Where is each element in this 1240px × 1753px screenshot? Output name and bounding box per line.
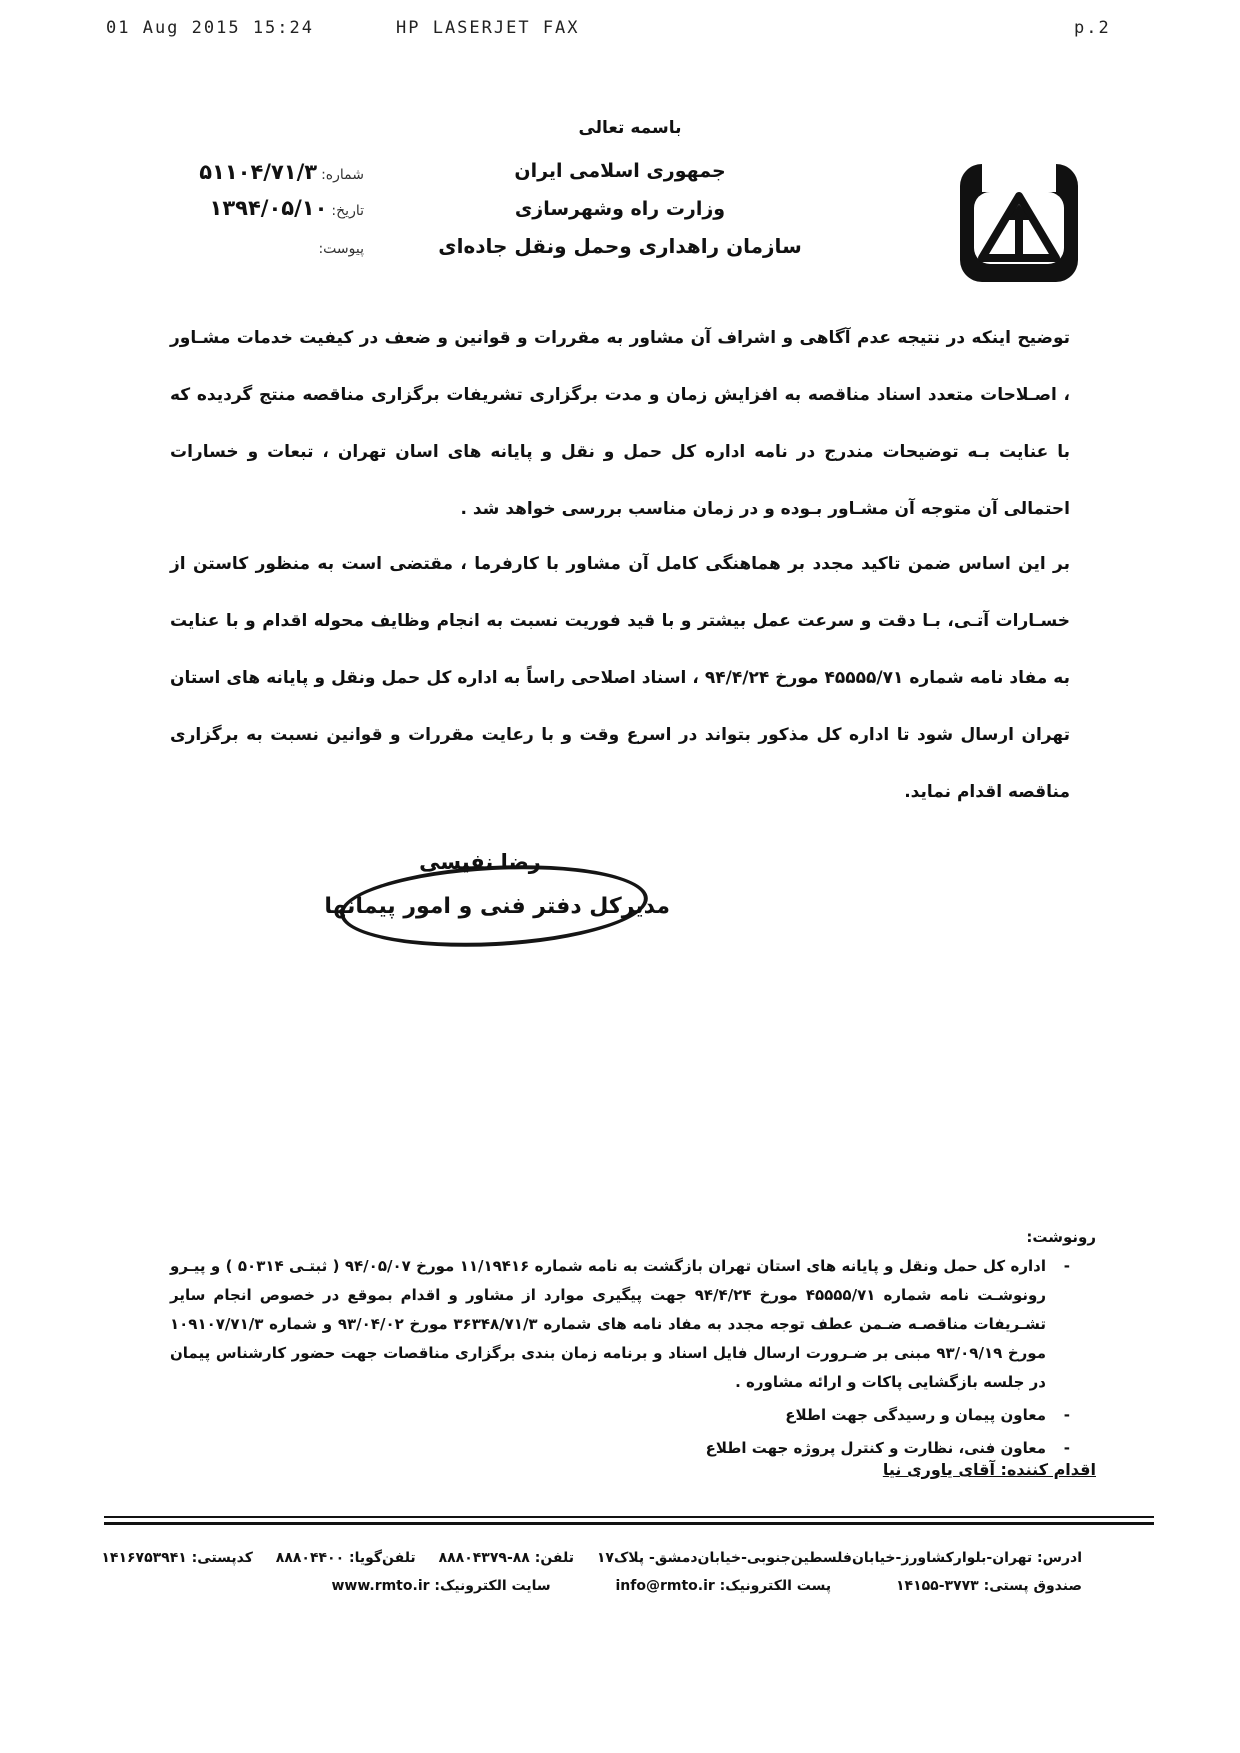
letter-date-value: ۱۳۹۴/۰۵/۱۰ bbox=[209, 196, 328, 220]
fax-machine: HP LASERJET FAX bbox=[396, 18, 580, 38]
footer-phone: تلفن: ۸۸-۸۸۸۰۴۳۷۹ bbox=[438, 1550, 574, 1566]
footer-email[interactable]: پست الکترونیک: info@rmto.ir bbox=[615, 1578, 832, 1594]
footer-contact-row bbox=[186, 1578, 1082, 1594]
footer-postal-code: کدپستی: ۱۴۱۶۷۵۳۹۴۱ bbox=[101, 1550, 253, 1566]
footer-phone-auto: تلفن‌گویا: ۸۸۸۰۴۴۰۰ bbox=[275, 1550, 416, 1566]
footer-website[interactable]: سایت الکترونیک: www.rmto.ir bbox=[331, 1578, 551, 1594]
letter-number bbox=[180, 160, 364, 184]
organization-name: سازمان راهداری وحمل ونقل جاده‌ای bbox=[438, 234, 802, 258]
footer-address: ادرس: تهران-بلوارکشاورز-خیابان‌فلسطین‌جنوبی-خیابان‌دمشق- پلاک۱۷ bbox=[596, 1550, 1082, 1566]
footer-address-row bbox=[101, 1550, 1082, 1566]
ministry-name: وزارت راه وشهرسازی bbox=[514, 198, 726, 220]
action-by: اقدام کننده: آقای یاوری نیا bbox=[882, 1460, 1096, 1479]
cc-label: رونوشت: bbox=[1026, 1228, 1096, 1246]
footer-po-box: صندوق پستی: ۳۷۷۳-۱۴۱۵۵ bbox=[895, 1578, 1082, 1594]
letter-attachment bbox=[180, 238, 364, 257]
cc-item: - اداره کل حمل ونقل و پایانه های استان تهران بازگشت به نامه شماره ۱۱/۱۹۴۱۶ مورخ ۹۴/۰۵/۰۷ ( ثبتـی ۵۰۳۱۴ ) و پیـرو رونوشـت نامه شماره ۴۵۵۵۵/۷۱ مورخ ۹۴/۴/۲۴ جهت پیگیری موارد از مشاور و اقدام بموقع در خصوص انجام سایر تشـریفات مناقصـه ضـمن عطف توجه مجدد به مفاد نامه های شماره ۳۶۳۴۸/۷۱/۳ مورخ ۹۳/۰۴/۰۲ و شماره ۱۰۹۱۰۷/۷۱/۳ مورخ ۹۳/۰۹/۱۹ مبنی بر ضـرورت ارسال فایل اسناد و برنامه زمان بندی برگزاری مناقصات جهت حضور کارشناس پیمان در جلسه بازگشایی پاکات و ارائه مشاوره . bbox=[170, 1252, 1076, 1397]
letter-date-label: تاریخ: bbox=[331, 203, 364, 219]
fax-header bbox=[0, 18, 1240, 44]
country-name: جمهوری اسلامی ایران bbox=[514, 160, 726, 182]
bismillah: باسمه تعالی bbox=[578, 118, 682, 138]
letter-number-label: شماره: bbox=[321, 167, 364, 183]
signature-stamp bbox=[324, 848, 670, 948]
cc-item: - معاون پیمان و رسیدگی جهت اطلاع bbox=[170, 1401, 1076, 1430]
body-paragraph-1: توضیح اینکه در نتیجه عدم آگاهی و اشراف آن مشاور به مقررات و قوانین و ضعف در کیفیت خدمات مشـاور ، اصـلاحات متعدد اسناد مناقصه به افزایش زمان و مدت برگزاری تشریفات برگزاری مناقصه منتج گردیده که با عنایت بـه توضیحات مندرج در نامه اداره کل حمل و نقل و پایانه های اسان تهران ، تبعات و خسارات احتمالی آن متوجه آن مشـاور بـوده و در زمان مناسب بررسی خواهد شد . bbox=[170, 328, 1070, 519]
signer-title: مدیرکل دفتر فنی و امور پیمانها bbox=[324, 894, 670, 919]
organization-logo-icon bbox=[958, 162, 1080, 284]
letter-attachment-label: پیوست: bbox=[318, 241, 364, 257]
cc-list bbox=[170, 1252, 1076, 1463]
fax-page-number: p.2 bbox=[1074, 18, 1111, 38]
body-paragraph-2: بر این اساس ضمن تاکید مجدد بر هماهنگی کامل آن مشاور با کارفرما ، مقتضی است به منظور کاستن از خسـارات آتـی، بـا دقت و سرعت عمل بیشتر و با قید فوریت نسبت به انجام وظایف محوله اقدام و با عنایت به مفاد نامه شماره ۴۵۵۵۵/۷۱ مورخ ۹۴/۴/۲۴ ، اسناد اصلاحی راساً به اداره کل حمل ونقل و پایانه های استان تهران ارسال شود تا اداره کل مذکور بتواند در اسرع وقت و با رعایت مقررات و قوانین نسبت به برگزاری مناقصه اقدام نماید. bbox=[170, 554, 1070, 802]
footer-divider bbox=[104, 1516, 1154, 1525]
cc-item: - معاون فنی، نظارت و کنترل پروژه جهت اطلاع bbox=[170, 1434, 1076, 1463]
letter-number-value: ۵۱۱۰۴/۷۱/۳ bbox=[199, 160, 318, 184]
signer-name: رضا نفیسی bbox=[419, 850, 541, 874]
letter-date bbox=[180, 196, 364, 220]
fax-date-time: 01 Aug 2015 15:24 bbox=[106, 18, 314, 38]
